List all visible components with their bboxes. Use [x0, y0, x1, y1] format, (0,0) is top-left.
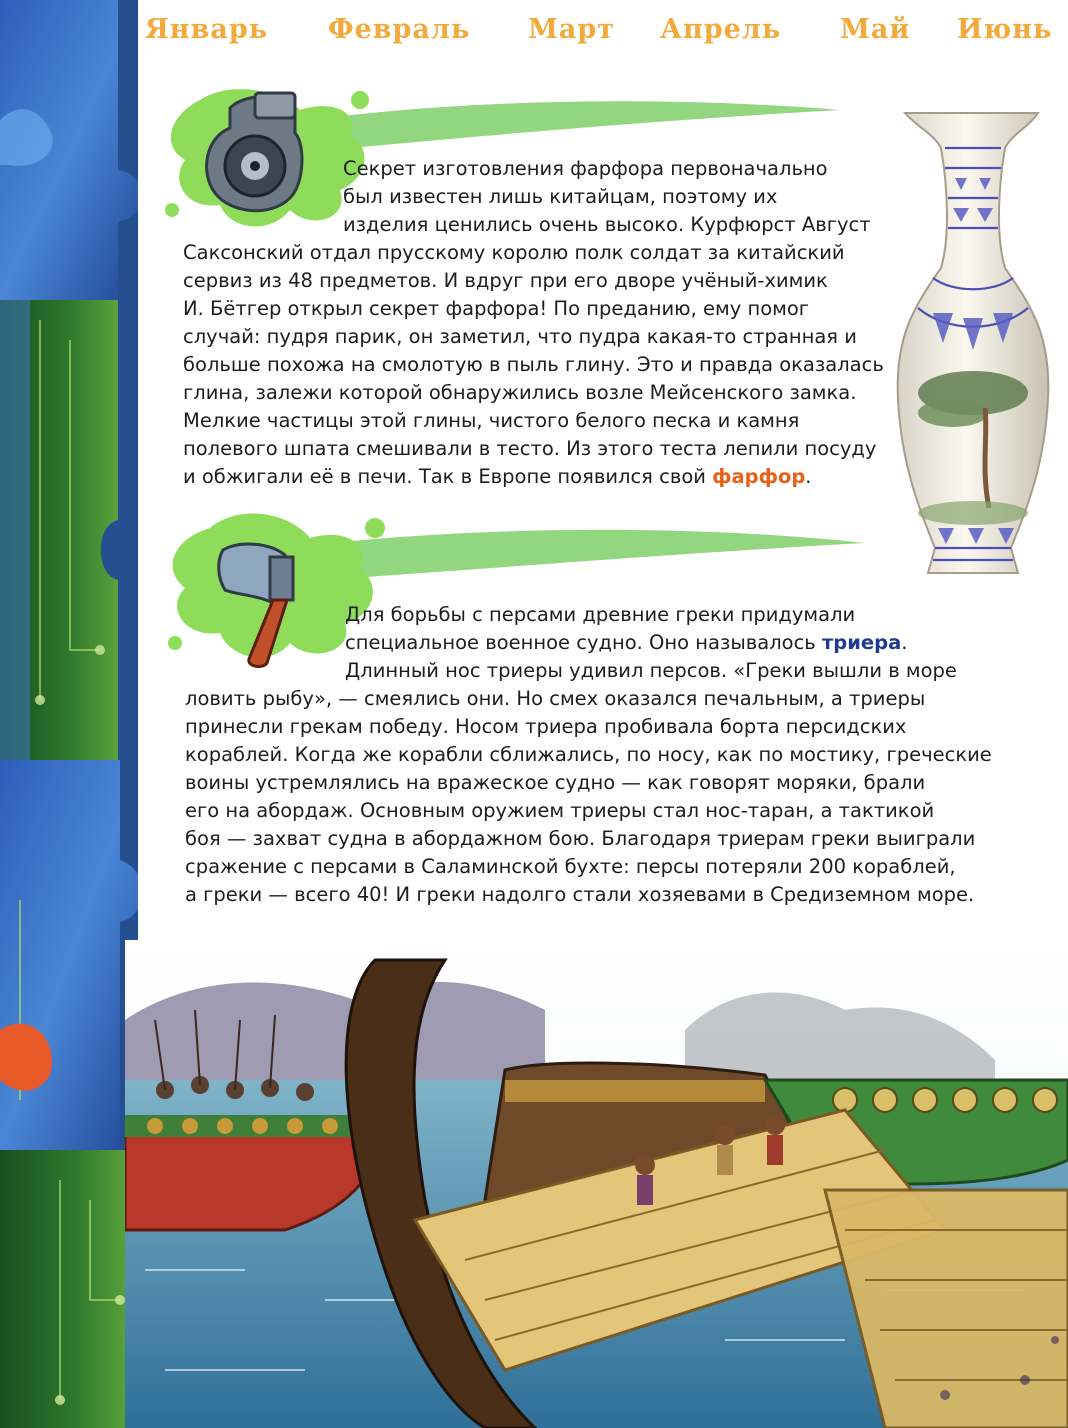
text-line: был известен лишь китайцам, поэтому их [343, 185, 778, 208]
trireme-text-top [345, 601, 957, 685]
month-label: Январь [145, 14, 269, 45]
text-line: Секрет изготовления фарфора первоначально [343, 157, 828, 180]
text-segment: и обжигали её в печи. Так в Европе появился свой [183, 465, 713, 488]
turbine-icon [200, 88, 320, 223]
month-label: Март [528, 14, 615, 45]
text-line: Мелкие частицы этой глины, чистого белого песка и камня [183, 409, 800, 432]
text-line: случай: пудря парик, он заметил, что пудра какая-то странная и [183, 325, 857, 348]
text-line: боя — захват судна в абордажном бою. Благодаря триерам греки выиграли [185, 827, 976, 850]
text-line: глина, залежи которой обнаружились возле Мейсенского замка. [183, 381, 857, 404]
text-segment: специальное военное судно. Оно называлось [345, 631, 822, 654]
text-line: Длинный нос триеры удивил персов. «Греки вышли в море [345, 659, 957, 682]
highlight-term-porcelain: фарфор [712, 465, 806, 488]
text-line: его на абордаж. Основным оружием триеры стал нос-таран, а тактикой [185, 799, 935, 822]
text-line: больше похожа на смолотую в пыль глину. Это и правда оказалась [183, 353, 884, 376]
month-label: Май [840, 14, 911, 45]
text-line [345, 629, 957, 657]
text-line: Саксонский отдал прусскому королю полк солдат за китайский [183, 241, 845, 264]
trireme-text-body [185, 685, 992, 909]
text-line: Для борьбы с персами древние греки придумали [345, 603, 856, 626]
text-line: а греки — всего 40! И греки надолго стали хозяевами в Средиземном море. [185, 883, 975, 906]
text-line: принесли грекам победу. Носом триера пробивала борта персидских [185, 715, 907, 738]
text-line: воины устремлялись на вражеское судно — как говорят моряки, брали [185, 771, 926, 794]
text-line-last [183, 463, 884, 491]
month-header [145, 14, 1063, 54]
porcelain-text-body [183, 239, 884, 491]
text-line: сервиз из 48 предметов. И вдруг при его дворе учёный-химик [183, 269, 828, 292]
trireme-battle-image [125, 940, 1068, 1428]
text-line: И. Бётгер открыл секрет фарфора! По преданию, ему помог [183, 297, 810, 320]
text-line: изделия ценились очень высоко. Курфюрст Август [343, 213, 871, 236]
text-segment: . [901, 631, 908, 654]
month-label: Февраль [328, 14, 471, 45]
text-line: полевого шпата смешивали в тесто. Из этого теста лепили посуду [183, 437, 877, 460]
porcelain-text-top [343, 155, 871, 239]
porcelain-vase-image [893, 108, 1053, 578]
month-label: Апрель [660, 14, 782, 45]
text-line: кораблей. Когда же корабли сближались, по носу, как по мостику, греческие [185, 743, 992, 766]
highlight-term-trireme: триера [822, 631, 902, 654]
text-line: ловить рыбу», — смеялись они. Но смех оказался печальным, а триеры [185, 687, 926, 710]
month-label: Июнь [957, 14, 1053, 45]
puzzle-border-strip [0, 0, 138, 1428]
text-line: сражение с персами в Саламинской бухте: персы потеряли 200 кораблей, [185, 855, 956, 878]
text-segment: . [805, 465, 812, 488]
axe-icon [215, 535, 310, 670]
